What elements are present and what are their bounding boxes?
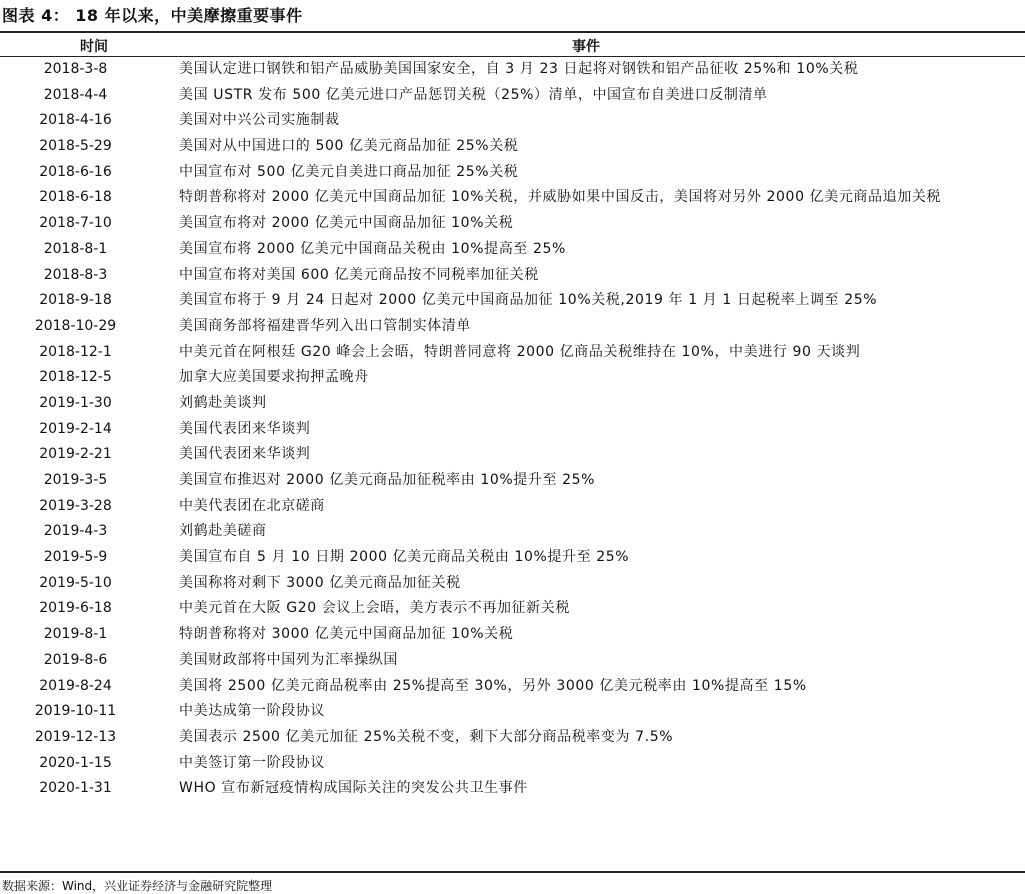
- event-date: 2019-10-11: [34, 703, 117, 720]
- event-date: 2018-6-18: [39, 189, 112, 206]
- event-description: 中美代表团在北京磋商: [179, 497, 325, 514]
- event-date: 2018-10-29: [34, 317, 117, 334]
- event-date: 2019-8-1: [43, 626, 108, 643]
- event-description: 美国对从中国进口的 500 亿美元商品加征 25%关税: [179, 138, 519, 155]
- table-row: [0, 187, 1025, 208]
- event-description: 美国财政部将中国列为汇率操纵国: [179, 651, 398, 668]
- event-description: 美国宣布推迟对 2000 亿美元商品加征税率由 10%提升至 25%: [179, 472, 596, 488]
- event-date: 2019-8-24: [39, 677, 112, 694]
- table-row: [0, 85, 1025, 106]
- event-description: 美国宣布自 5 月 10 日期 2000 亿美元商品关税由 10%提升至 25%: [179, 549, 630, 566]
- table-row: [0, 727, 1025, 748]
- events-table: [0, 59, 1025, 804]
- event-description: 刘鹤赴美谈判: [179, 394, 267, 411]
- event-date: 2019-2-21: [39, 446, 112, 463]
- event-date: 2018-7-10: [39, 215, 112, 232]
- event-description: 刘鹤赴美磋商: [179, 523, 267, 540]
- event-date: 2018-12-5: [39, 369, 112, 386]
- event-date: 2019-4-3: [43, 523, 108, 540]
- event-date: 2019-5-10: [39, 574, 112, 591]
- event-description: 美国将 2500 亿美元商品税率由 25%提高至 30%，另外 3000 亿美元税率由 10%提高至 15%: [179, 677, 807, 694]
- table-row: [0, 624, 1025, 645]
- event-date: 2019-3-28: [39, 497, 112, 514]
- event-description: 特朗普称将对 3000 亿美元中国商品加征 10%关税: [179, 626, 514, 643]
- event-date: 2018-3-8: [43, 61, 108, 77]
- event-description: 美国称将对剩下 3000 亿美元商品加征关税: [179, 574, 461, 591]
- table-row: [0, 753, 1025, 774]
- table-row: [0, 367, 1025, 388]
- event-date: 2019-2-14: [39, 420, 112, 437]
- footer: [0, 871, 1025, 894]
- event-description: 中国宣布将对美国 600 亿美元商品按不同税率加征关税: [179, 266, 539, 283]
- table-row: [0, 265, 1025, 286]
- table-row: [0, 547, 1025, 568]
- event-description: 美国认定进口钢铁和铝产品威胁美国国家安全，自 3 月 23 日起将对钢铁和铝产品征收 25%和 10%关税: [179, 61, 859, 77]
- event-date: 2019-3-5: [43, 472, 108, 488]
- event-date: 2019-5-9: [43, 549, 108, 566]
- table-row: [0, 650, 1025, 671]
- event-date: 2018-12-1: [39, 343, 112, 360]
- event-date: 2018-4-16: [39, 112, 112, 129]
- event-date: 2018-4-4: [43, 86, 108, 103]
- table-row: [0, 136, 1025, 157]
- event-date: 2019-12-13: [34, 728, 117, 745]
- event-description: 中美元首在阿根廷 G20 峰会上会晤，特朗普同意将 2000 亿商品关税维持在 10%，中美进行 90 天谈判: [179, 343, 861, 360]
- table-row: [0, 521, 1025, 542]
- event-description: 美国表示 2500 亿美元加征 25%关税不变，剩下大部分商品税率变为 7.5%: [179, 728, 674, 745]
- table-row: [0, 316, 1025, 337]
- event-date: 2018-9-18: [39, 292, 112, 309]
- table-row: [0, 676, 1025, 697]
- event-date: 2019-6-18: [39, 600, 112, 617]
- event-description: 美国代表团来华谈判: [179, 446, 311, 463]
- figure-title: 图表 4： 18 年以来，中美摩擦重要事件: [2, 6, 303, 25]
- table-row: [0, 419, 1025, 440]
- event-description: WHO 宣布新冠疫情构成国际关注的突发公共卫生事件: [179, 780, 528, 797]
- event-date: 2019-8-6: [43, 651, 108, 668]
- table-row: [0, 778, 1025, 799]
- event-description: 加拿大应美国要求拘押孟晚舟: [179, 369, 369, 386]
- table-row: [0, 213, 1025, 234]
- event-date: 2018-8-3: [43, 266, 108, 283]
- table-row: [0, 110, 1025, 131]
- event-description: 特朗普称将对 2000 亿美元中国商品加征 10%关税，并威胁如果中国反击，美国将对另外 2000 亿美元商品追加关税: [179, 189, 942, 206]
- table-row: [0, 290, 1025, 311]
- event-description: 中国宣布对 500 亿美元自美进口商品加征 25%关税: [179, 163, 519, 180]
- table-row: [0, 573, 1025, 594]
- event-date: 2020-1-15: [39, 754, 112, 771]
- event-date: 2020-1-31: [39, 780, 112, 797]
- column-header-date: 时间: [80, 39, 108, 55]
- table-row: [0, 59, 1025, 80]
- event-description: 美国对中兴公司实施制裁: [179, 112, 340, 129]
- event-date: 2018-8-1: [43, 240, 108, 257]
- event-description: 中美达成第一阶段协议: [179, 703, 325, 720]
- event-description: 美国商务部将福建晋华列入出口管制实体清单: [179, 317, 471, 334]
- event-description: 美国代表团来华谈判: [179, 420, 311, 437]
- event-date: 2019-1-30: [39, 394, 112, 411]
- event-description: 美国宣布将于 9 月 24 日起对 2000 亿美元中国商品加征 10%关税,2019 年 1 月 1 日起税率上调至 25%: [179, 292, 878, 309]
- table-row: [0, 598, 1025, 619]
- event-description: 美国宣布将 2000 亿美元中国商品关税由 10%提高至 25%: [179, 240, 566, 257]
- table-row: [0, 444, 1025, 465]
- event-description: 美国宣布将对 2000 亿美元中国商品加征 10%关税: [179, 215, 514, 232]
- table-row: [0, 239, 1025, 260]
- table-row: [0, 701, 1025, 722]
- event-description: 中美元首在大阪 G20 会议上会晤，美方表示不再加征新关税: [179, 600, 570, 617]
- event-description: 中美签订第一阶段协议: [179, 754, 325, 771]
- table-row: [0, 393, 1025, 414]
- event-date: 2018-6-16: [39, 163, 112, 180]
- table-row: [0, 496, 1025, 517]
- table-row: [0, 162, 1025, 183]
- data-source-note: 数据来源：Wind，兴业证券经济与金融研究院整理: [2, 879, 273, 893]
- table-header: [0, 35, 1025, 57]
- event-date: 2018-5-29: [39, 138, 112, 155]
- table-row: [0, 470, 1025, 491]
- column-header-event: 事件: [572, 39, 600, 55]
- event-description: 美国 USTR 发布 500 亿美元进口产品惩罚关税（25%）清单，中国宣布自美进口反制清单: [179, 86, 768, 103]
- figure-title-bar: [0, 0, 1025, 33]
- table-row: [0, 342, 1025, 363]
